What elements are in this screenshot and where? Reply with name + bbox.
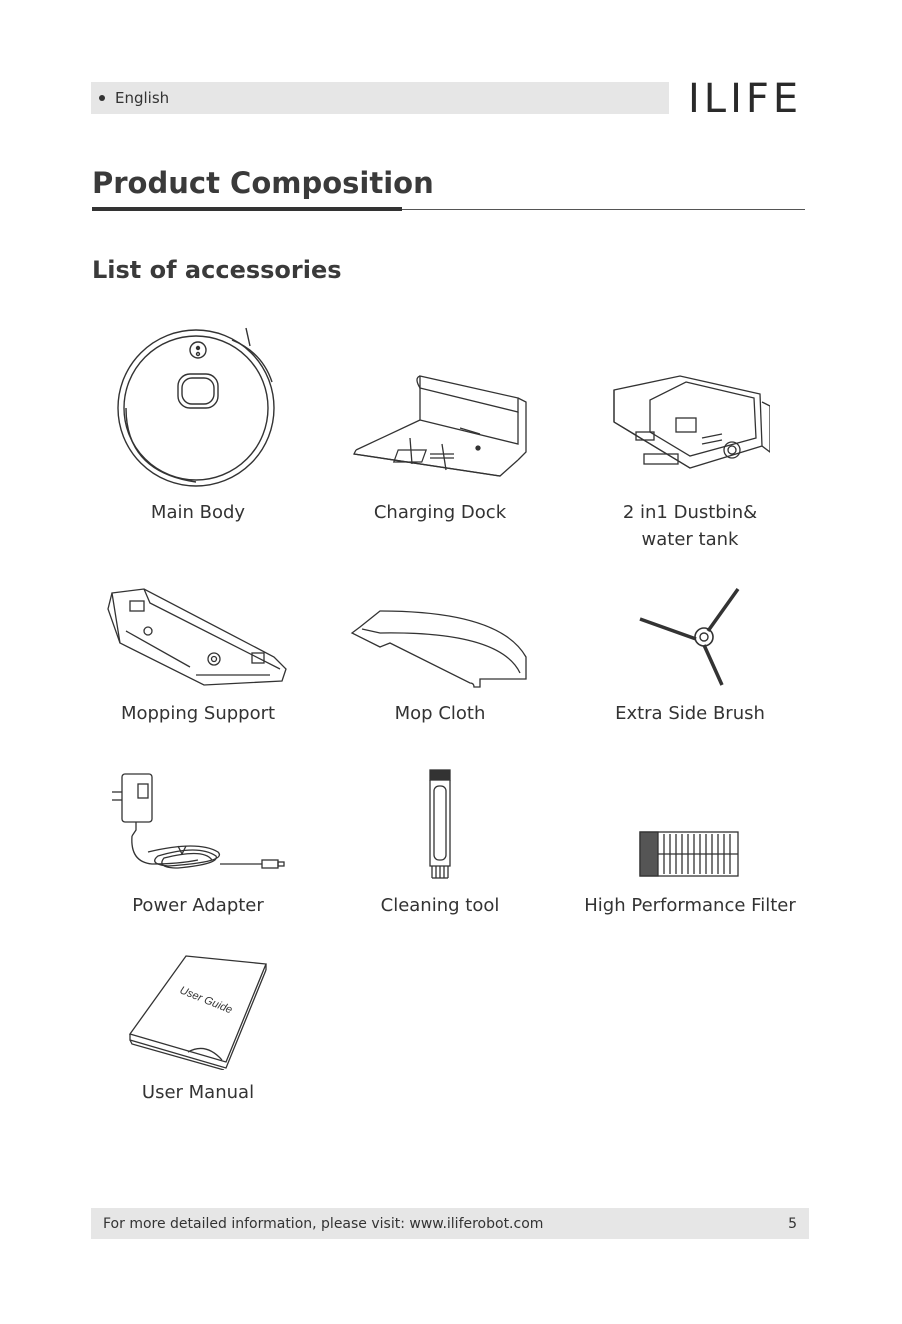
language-bar — [91, 82, 669, 114]
brand-logo: ILIFE — [688, 76, 803, 122]
title-divider — [402, 209, 805, 210]
dustbin-water-tank-illustration — [610, 372, 770, 477]
bullet-icon — [99, 95, 105, 101]
footer-bar — [91, 1208, 809, 1239]
page-number: 5 — [788, 1215, 797, 1232]
charging-dock-label: Charging Dock — [373, 502, 507, 523]
cleaning-tool-illustration — [424, 766, 458, 884]
side-brush-label: Extra Side Brush — [615, 703, 765, 724]
charging-dock-illustration — [350, 368, 535, 483]
side-brush-illustration — [634, 585, 746, 690]
cleaning-tool-label: Cleaning tool — [380, 895, 500, 916]
page-title: Product Composition — [92, 166, 434, 200]
power-adapter-label: Power Adapter — [132, 895, 264, 916]
title-underline — [92, 207, 402, 211]
footer-info: For more detailed information, please visit: www.iliferobot.com — [103, 1215, 544, 1232]
user-manual-illustration — [126, 952, 272, 1070]
manual-cover-text: User Guide — [177, 984, 234, 1017]
filter-illustration — [638, 830, 740, 878]
dustbin-label-line2: water tank — [641, 529, 739, 550]
mopping-support-label: Mopping Support — [120, 703, 276, 724]
filter-label: High Performance Filter — [584, 895, 796, 916]
dustbin-label-line1: 2 in1 Dustbin& — [622, 502, 758, 523]
mopping-support-illustration — [104, 585, 294, 690]
section-title: List of accessories — [92, 256, 342, 284]
language-label: English — [115, 89, 170, 107]
mop-cloth-label: Mop Cloth — [394, 703, 486, 724]
main-body-illustration — [112, 322, 282, 492]
main-body-label: Main Body — [150, 502, 246, 523]
mop-cloth-illustration — [350, 607, 530, 689]
user-manual-label: User Manual — [141, 1082, 255, 1103]
power-adapter-illustration — [108, 768, 298, 883]
